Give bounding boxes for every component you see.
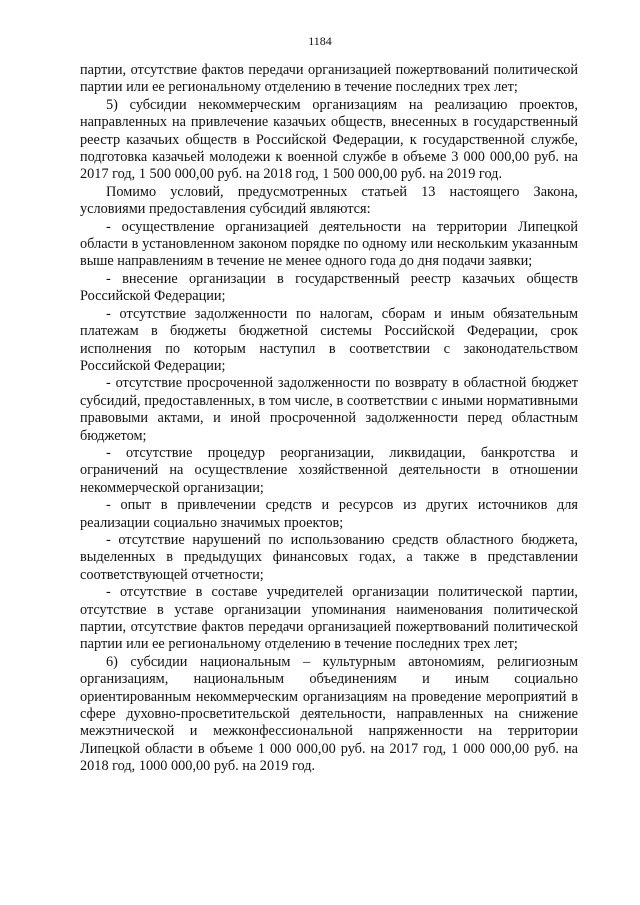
list-item: - отсутствие просроченной задолженности по возврату в областной бюджет субсидий, предоставленных, в том числе, в соответствии с иными нормативными правовыми актами, и иной просроченной задолженности перед областным бюджетом; <box>80 375 578 444</box>
list-item: - отсутствие нарушений по использованию средств областного бюджета, выделенных в предыдущих финансовых годах, а также в представлении соответствующей отчетности; <box>80 531 578 583</box>
list-item: - осуществление организацией деятельности на территории Липецкой области в установленном законом порядке по одному или нескольким указанным выше направлениям в течение не менее одного года до дня подачи заявки; <box>80 218 578 270</box>
document-body <box>80 62 578 776</box>
paragraph: партии, отсутствие фактов передачи организацией пожертвований политической партии или ее региональному отделению в течение последних трех лет; <box>80 62 578 96</box>
list-item: - отсутствие в составе учредителей организации политической партии, отсутствие в уставе организации упоминания наименования политической партии, отсутствие фактов передачи организацией пожертвований политической партии или ее региональному отделению в течение последних трех лет; <box>80 584 578 653</box>
list-item: - внесение организации в государственный реестр казачьих обществ Российской Федерации; <box>80 270 578 305</box>
paragraph: 5) субсидии некоммерческим организациям на реализацию проектов, направленных на привлечение казачьих обществ, внесенных в государственный реестр казачьих обществ в Российской Федерации, к государственной службе, подготовка казачьей молодежи к военной службе в объеме 3 000 000,00 руб. на 2017 год, 1 500 000,00 руб. на 2018 год, 1 500 000,00 руб. на 2019 год. <box>80 96 578 183</box>
list-item: - опыт в привлечении средств и ресурсов из других источников для реализации социально значимых проектов; <box>80 497 578 531</box>
paragraph: 6) субсидии национальным – культурным автономиям, религиозным организациям, национальным объединениям и иным социально ориентированным некоммерческим организациям на проведение мероприятий в сфере духовно-просветительской деятельности, направленных на снижение межэтнической и межконфессиональной напряженности на территории Липецкой области в объеме 1 000 000,00 руб. на 2017 год, 1 000 000,00 руб. на 2018 год, 1000 000,00 руб. на 2019 год. <box>80 653 578 775</box>
paragraph: Помимо условий, предусмотренных статьей 13 настоящего Закона, условиями предоставления субсидий являются: <box>80 183 578 218</box>
list-item: - отсутствие процедур реорганизации, ликвидации, банкротства и ограничений на осуществление хозяйственной деятельности в отношении некоммерческой организации; <box>80 444 578 496</box>
list-item: - отсутствие задолженности по налогам, сборам и иным обязательным платежам в бюджеты бюджетной системы Российской Федерации, срок исполнения по которым наступил в соответствии с законодательством Российской Федерации; <box>80 305 578 374</box>
page-number: 1184 <box>308 34 332 48</box>
